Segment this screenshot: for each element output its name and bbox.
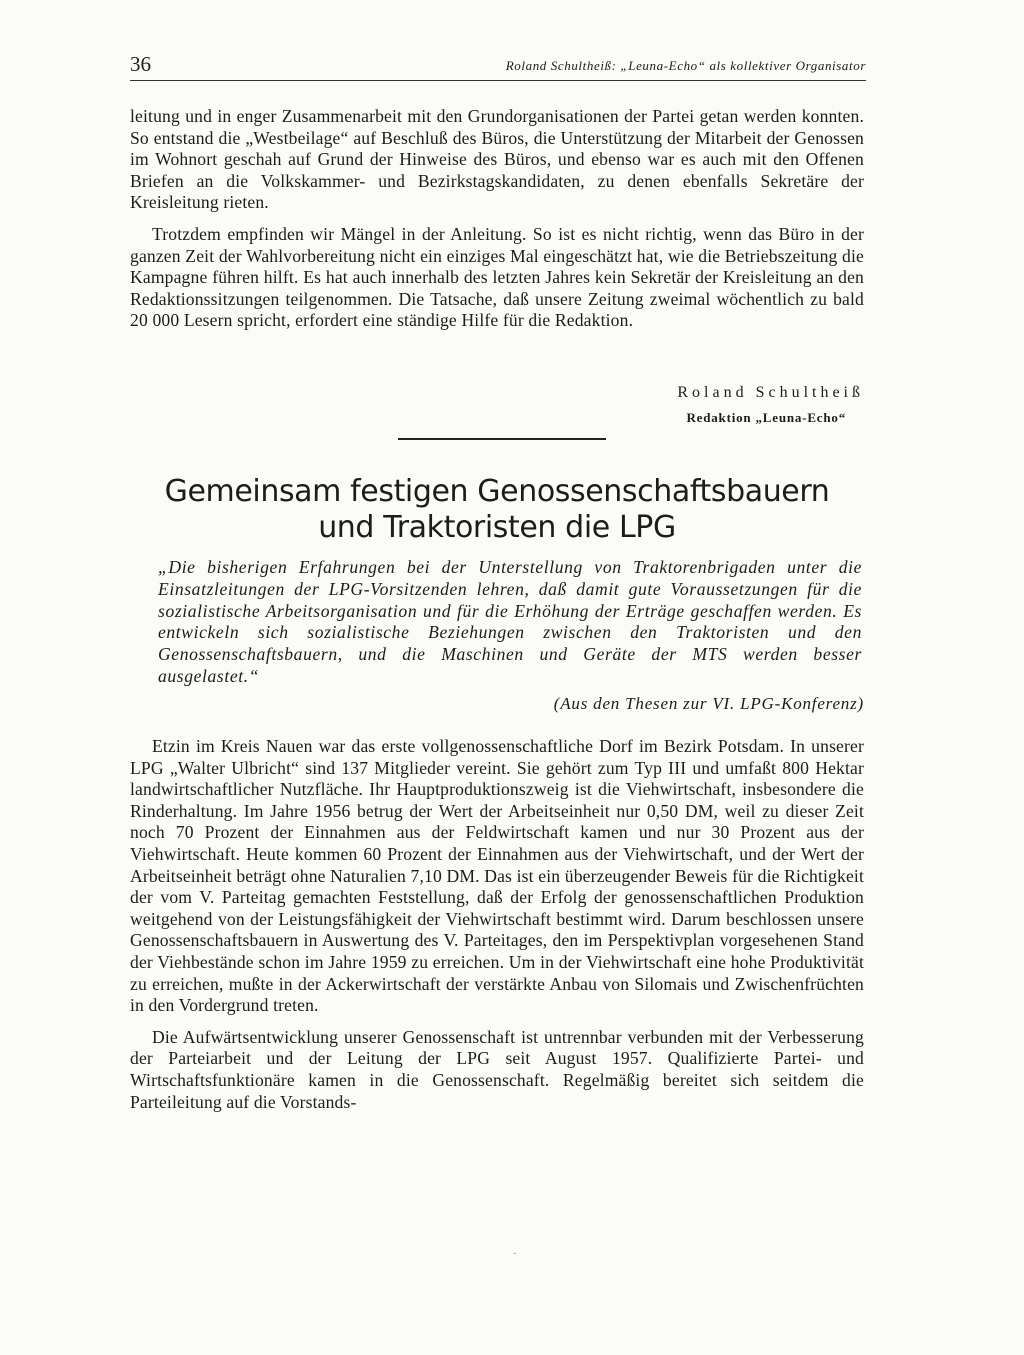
author-signature: Roland Schultheiß bbox=[677, 384, 864, 401]
article2-body bbox=[130, 736, 864, 1113]
quote-source: (Aus den Thesen zur VI. LPG-Konferenz) bbox=[553, 694, 864, 713]
section-divider bbox=[398, 438, 606, 440]
article2-paragraph: Etzin im Kreis Nauen war das erste vollgenossenschaftliche Dorf im Bezirk Potsdam. In unserer LPG „Walter Ulbricht“ sind 137 Mitglieder vereint. Sie gehört zum Typ III und umfaßt 800 Hektar landwirtschaftlicher Nutzfläche. Ihr Hauptproduktionszweig ist die Viehwirtschaft, insbesondere die Rinderhaltung. Im Jahre 1956 betrug der Wert der Arbeitseinheit nur 0,50 DM, weil zu dieser Zeit noch 70 Prozent der Einnahmen aus der Feldwirtschaft kamen und nur 30 Prozent aus der Viehwirtschaft. Heute kommen 60 Prozent der Einnahmen aus der Viehwirtschaft, und der Wert der Arbeitseinheit beträgt ohne Naturalien 7,10 DM. Das ist ein überzeugender Beweis für die Richtigkeit der vom V. Parteitag gemachten Feststellung, daß der Erfolg der genossenschaftlichen Produktion weitgehend von der Leistungsfähigkeit der Viehwirtschaft bestimmt wird. Darum beschlossen unsere Genossenschaftsbauern in Auswertung des V. Parteitages, den im Perspektivplan vorgesehenen Stand der Viehbestände schon im Jahre 1959 zu erreichen. Um in der Viehwirtschaft eine hohe Produktivität zu erreichen, mußte in der Ackerwirtschaft der verstärkte Anbau von Silomais und Zwischenfrüchten in den Vordergrund treten. bbox=[130, 736, 864, 1016]
headline-line-1: Gemeinsam festigen Genossenschaftsbauern bbox=[164, 474, 830, 509]
article1-paragraph: leitung und in enger Zusammenarbeit mit den Grundorganisationen der Partei getan werden konnten. So entstand die „Westbeilage“ auf Beschluß des Büros, die Unterstützung der Mitarbeit der Genossen im Wohnort geschah auf Grund der Hinweise des Büros, und ebenso war es auch mit den Offenen Briefen an die Volkskammer- und Bezirkstagskandidaten, zu denen ebenfalls Sekretäre der Kreisleitung rieten. bbox=[130, 106, 864, 213]
page-number: 36 bbox=[130, 52, 151, 76]
article1-body bbox=[130, 106, 864, 332]
article2-headline bbox=[130, 474, 864, 546]
article2-paragraph: Die Aufwärtsentwicklung unserer Genossenschaft ist untrennbar verbunden mit der Verbesserung der Parteiarbeit und der Leitung der LPG seit August 1957. Qualifizierte Partei- und Wirtschaftsfunktionäre kamen in die Genossenschaft. Regelmäßig bereitet sich seitdem die Parteileitung auf die Vorstands- bbox=[130, 1026, 864, 1112]
author-affiliation: Redaktion „Leuna-Echo“ bbox=[686, 410, 846, 425]
page-header bbox=[130, 52, 866, 81]
running-head: Roland Schultheiß: „Leuna-Echo“ als kollektiver Organisator bbox=[505, 58, 866, 73]
headline-line-2: und Traktoristen die LPG bbox=[318, 510, 676, 545]
epigraph-quote: „Die bisherigen Erfahrungen bei der Unterstellung von Traktorenbrigaden unter die Einsatzleitungen der LPG-Vorsitzenden lehren, daß damit gute Voraussetzungen für die sozialistische Arbeitsorganisation und für die Erhöhung der Erträge geschaffen werden. Es entwickeln sich sozialistische Beziehungen zwischen den Traktoristen und den Genossenschaftsbauern, und die Maschinen und Geräte der MTS werden besser ausgelastet.“ bbox=[158, 557, 862, 686]
article1-paragraph: Trotzdem empfinden wir Mängel in der Anleitung. So ist es nicht richtig, wenn das Büro in der ganzen Zeit der Wahlvorbereitung nicht ein einziges Mal eingeschätzt hat, wie die Betriebszeitung die Kampagne führen hilft. Es hat auch innerhalb des letzten Jahres kein Sekretär der Kreisleitung an den Redaktionssitzungen teilgenommen. Die Tatsache, daß unsere Zeitung zweimal wöchentlich zu bald 20 000 Lesern spricht, erfordert eine ständige Hilfe für die Redaktion. bbox=[130, 223, 864, 331]
print-speck: · bbox=[513, 1248, 517, 1260]
